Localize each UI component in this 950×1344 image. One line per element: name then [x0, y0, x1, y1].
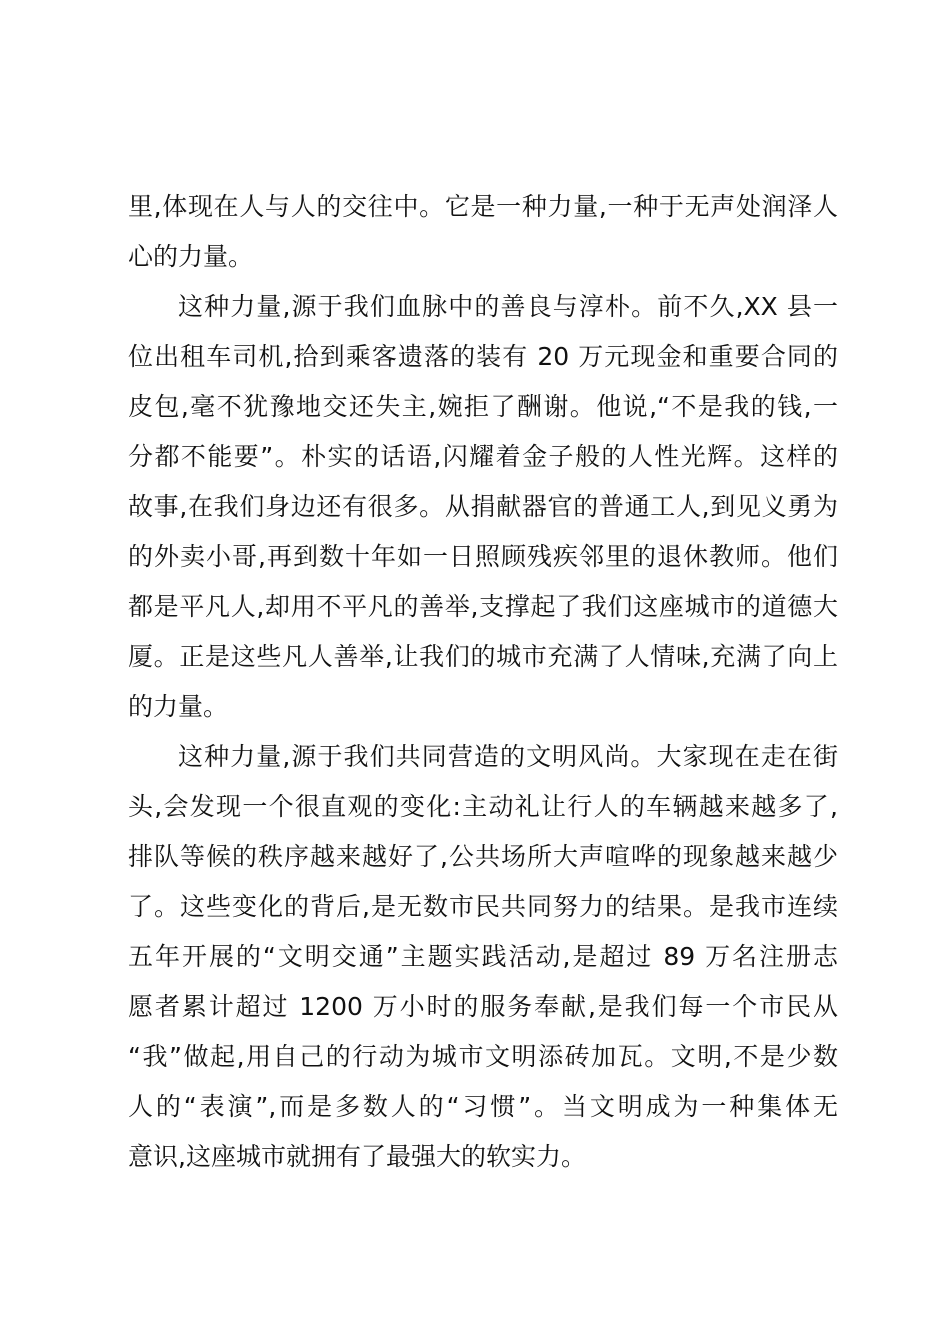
document-body	[128, 182, 838, 1182]
paragraph-line: 排队等候的秩序越来越好了,公共场所大声喧哗的现象越来越少	[128, 842, 838, 871]
paragraph-line: 位出租车司机,拾到乘客遗落的装有 20 万元现金和重要合同的	[128, 342, 838, 371]
paragraph-line: 人的“表演”,而是多数人的“习惯”。当文明成为一种集体无	[128, 1092, 838, 1121]
paragraph-line: 这种力量,源于我们共同营造的文明风尚。大家现在走在街	[178, 742, 838, 771]
paragraph-line: 愿者累计超过 1200 万小时的服务奉献,是我们每一个市民从	[128, 992, 838, 1021]
paragraph-line: 里,体现在人与人的交往中。它是一种力量,一种于无声处润泽人	[128, 192, 838, 221]
paragraph-line: 意识,这座城市就拥有了最强大的软实力。	[128, 1142, 586, 1171]
paragraph-line: 的外卖小哥,再到数十年如一日照顾残疾邻里的退休教师。他们	[128, 542, 838, 571]
paragraph-line: 故事,在我们身边还有很多。从捐献器官的普通工人,到见义勇为	[128, 492, 838, 521]
paragraph-line: 心的力量。	[128, 242, 254, 271]
paragraph-2	[128, 282, 838, 732]
paragraph-1	[128, 182, 838, 282]
paragraph-line: 分都不能要”。朴实的话语,闪耀着金子般的人性光辉。这样的	[128, 442, 838, 471]
paragraph-line: “我”做起,用自己的行动为城市文明添砖加瓦。文明,不是少数	[128, 1042, 838, 1071]
paragraph-line: 这种力量,源于我们血脉中的善良与淳朴。前不久,XX 县一	[178, 292, 838, 321]
paragraph-line: 了。这些变化的背后,是无数市民共同努力的结果。是我市连续	[128, 892, 838, 921]
paragraph-line: 五年开展的“文明交通”主题实践活动,是超过 89 万名注册志	[128, 942, 838, 971]
paragraph-line: 头,会发现一个很直观的变化:主动礼让行人的车辆越来越多了,	[128, 792, 838, 821]
paragraph-line: 的力量。	[128, 692, 229, 721]
paragraph-line: 都是平凡人,却用不平凡的善举,支撑起了我们这座城市的道德大	[128, 592, 838, 621]
paragraph-3	[128, 732, 838, 1182]
paragraph-line: 厦。正是这些凡人善举,让我们的城市充满了人情味,充满了向上	[128, 642, 838, 671]
paragraph-line: 皮包,毫不犹豫地交还失主,婉拒了酬谢。他说,“不是我的钱,一	[128, 392, 838, 421]
